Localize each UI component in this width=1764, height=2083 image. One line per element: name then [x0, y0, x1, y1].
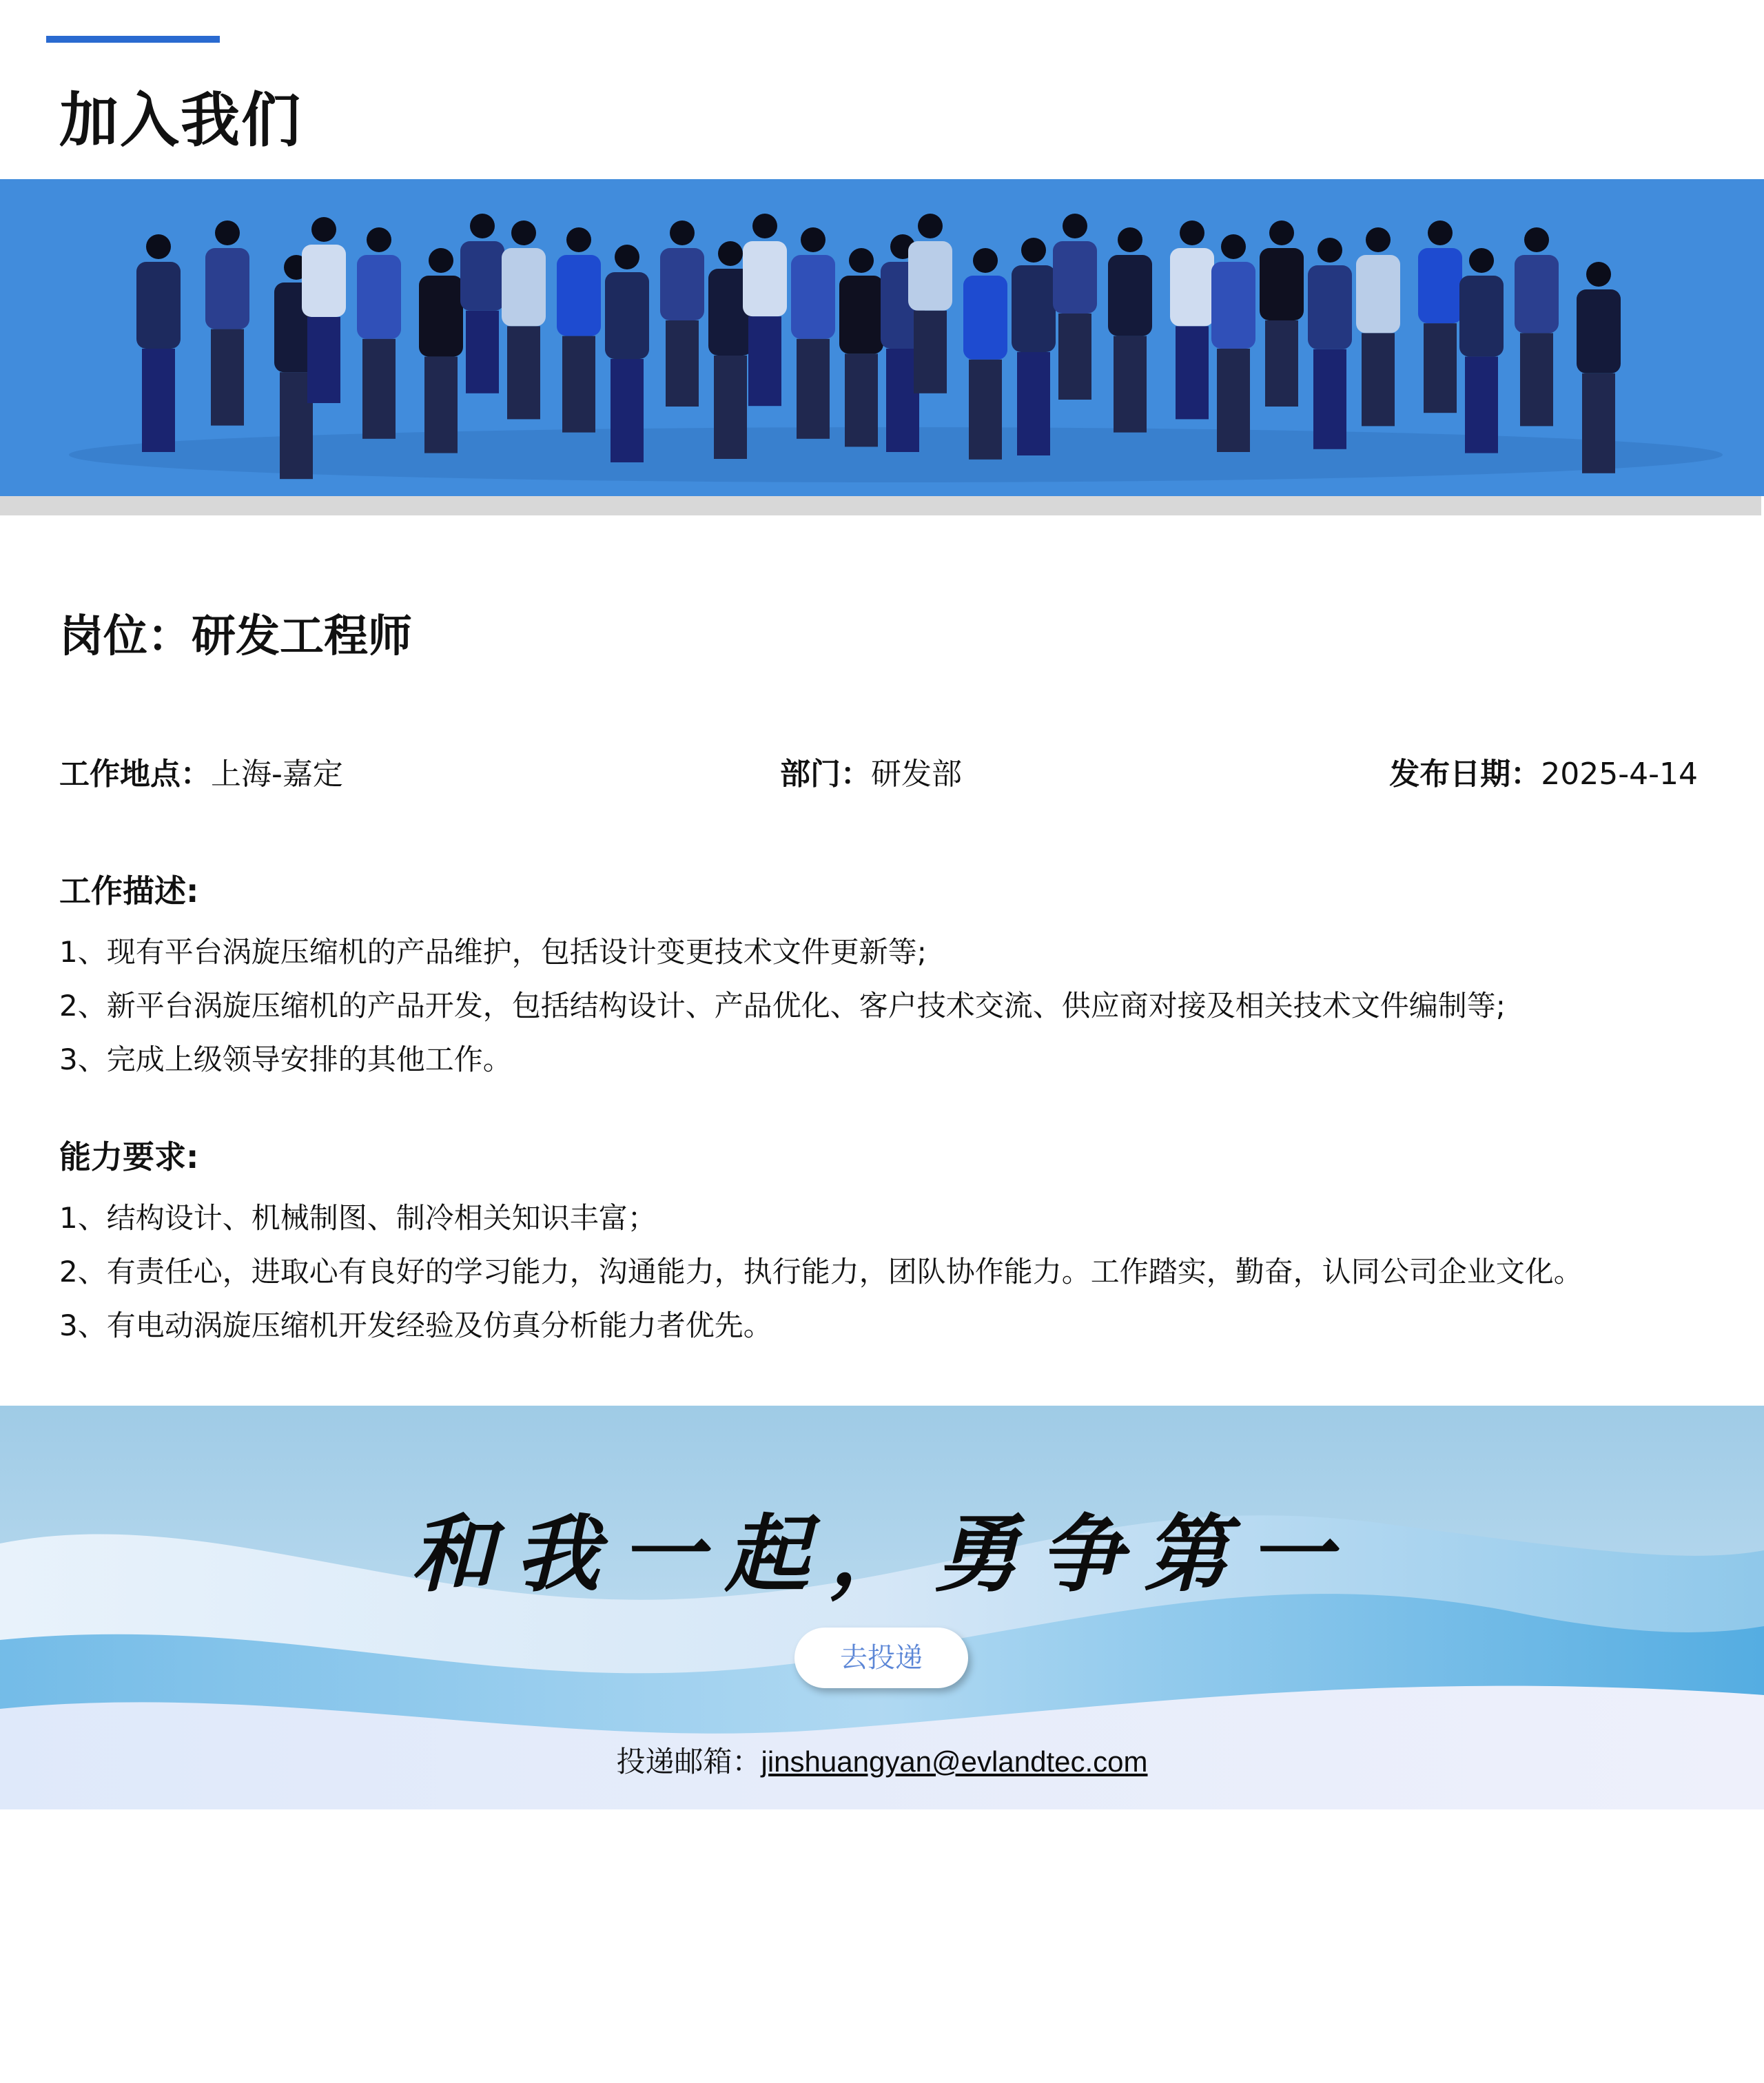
date-value: 2025-4-14 — [1541, 757, 1698, 792]
apply-banner — [0, 1406, 1764, 1809]
apply-button[interactable]: 去投递 — [794, 1628, 968, 1688]
page-title: 加入我们 — [59, 86, 302, 155]
requirement-item: 1、结构设计、机械制图、制冷相关知识丰富； — [59, 1201, 657, 1235]
title-accent-bar — [46, 36, 220, 43]
description-item: 3、完成上级领导安排的其他工作。 — [59, 1043, 512, 1076]
department-value: 研发部 — [871, 757, 962, 792]
people-crowd-illustration — [0, 179, 1764, 496]
job-department — [780, 749, 962, 793]
job-location — [59, 749, 343, 793]
job-description-section — [59, 866, 1506, 1087]
email-link[interactable]: jinshuangyan@evlandtec.com — [761, 1745, 1148, 1778]
email-row — [0, 1739, 1764, 1781]
description-heading: 工作描述: — [59, 872, 199, 910]
hero-banner-image — [0, 179, 1764, 496]
location-value: 上海-嘉定 — [211, 757, 343, 792]
date-label: 发布日期： — [1389, 757, 1541, 792]
requirement-item: 2、有责任心，进取心有良好的学习能力，沟通能力，执行能力，团队协作能力。工作踏实，勤奋，认同公司企业文化。 — [59, 1255, 1583, 1289]
hero-divider — [0, 496, 1761, 515]
job-title: 岗位：研发工程师 — [59, 611, 412, 662]
department-label: 部门： — [780, 757, 871, 792]
description-item: 2、新平台涡旋压缩机的产品开发，包括结构设计、产品优化、客户技术交流、供应商对接及相关技术文件编制等; — [59, 989, 1506, 1023]
location-label: 工作地点： — [59, 757, 211, 792]
requirements-heading: 能力要求: — [59, 1138, 199, 1176]
description-item: 1、现有平台涡旋压缩机的产品维护，包括设计变更技术文件更新等; — [59, 935, 927, 969]
job-publish-date — [1389, 749, 1698, 793]
requirement-item: 3、有电动涡旋压缩机开发经验及仿真分析能力者优先。 — [59, 1309, 772, 1342]
slogan: 和我一起，勇争第一 — [411, 1504, 1353, 1603]
email-label: 投递邮箱： — [616, 1745, 761, 1778]
requirements-section — [59, 1132, 1583, 1353]
